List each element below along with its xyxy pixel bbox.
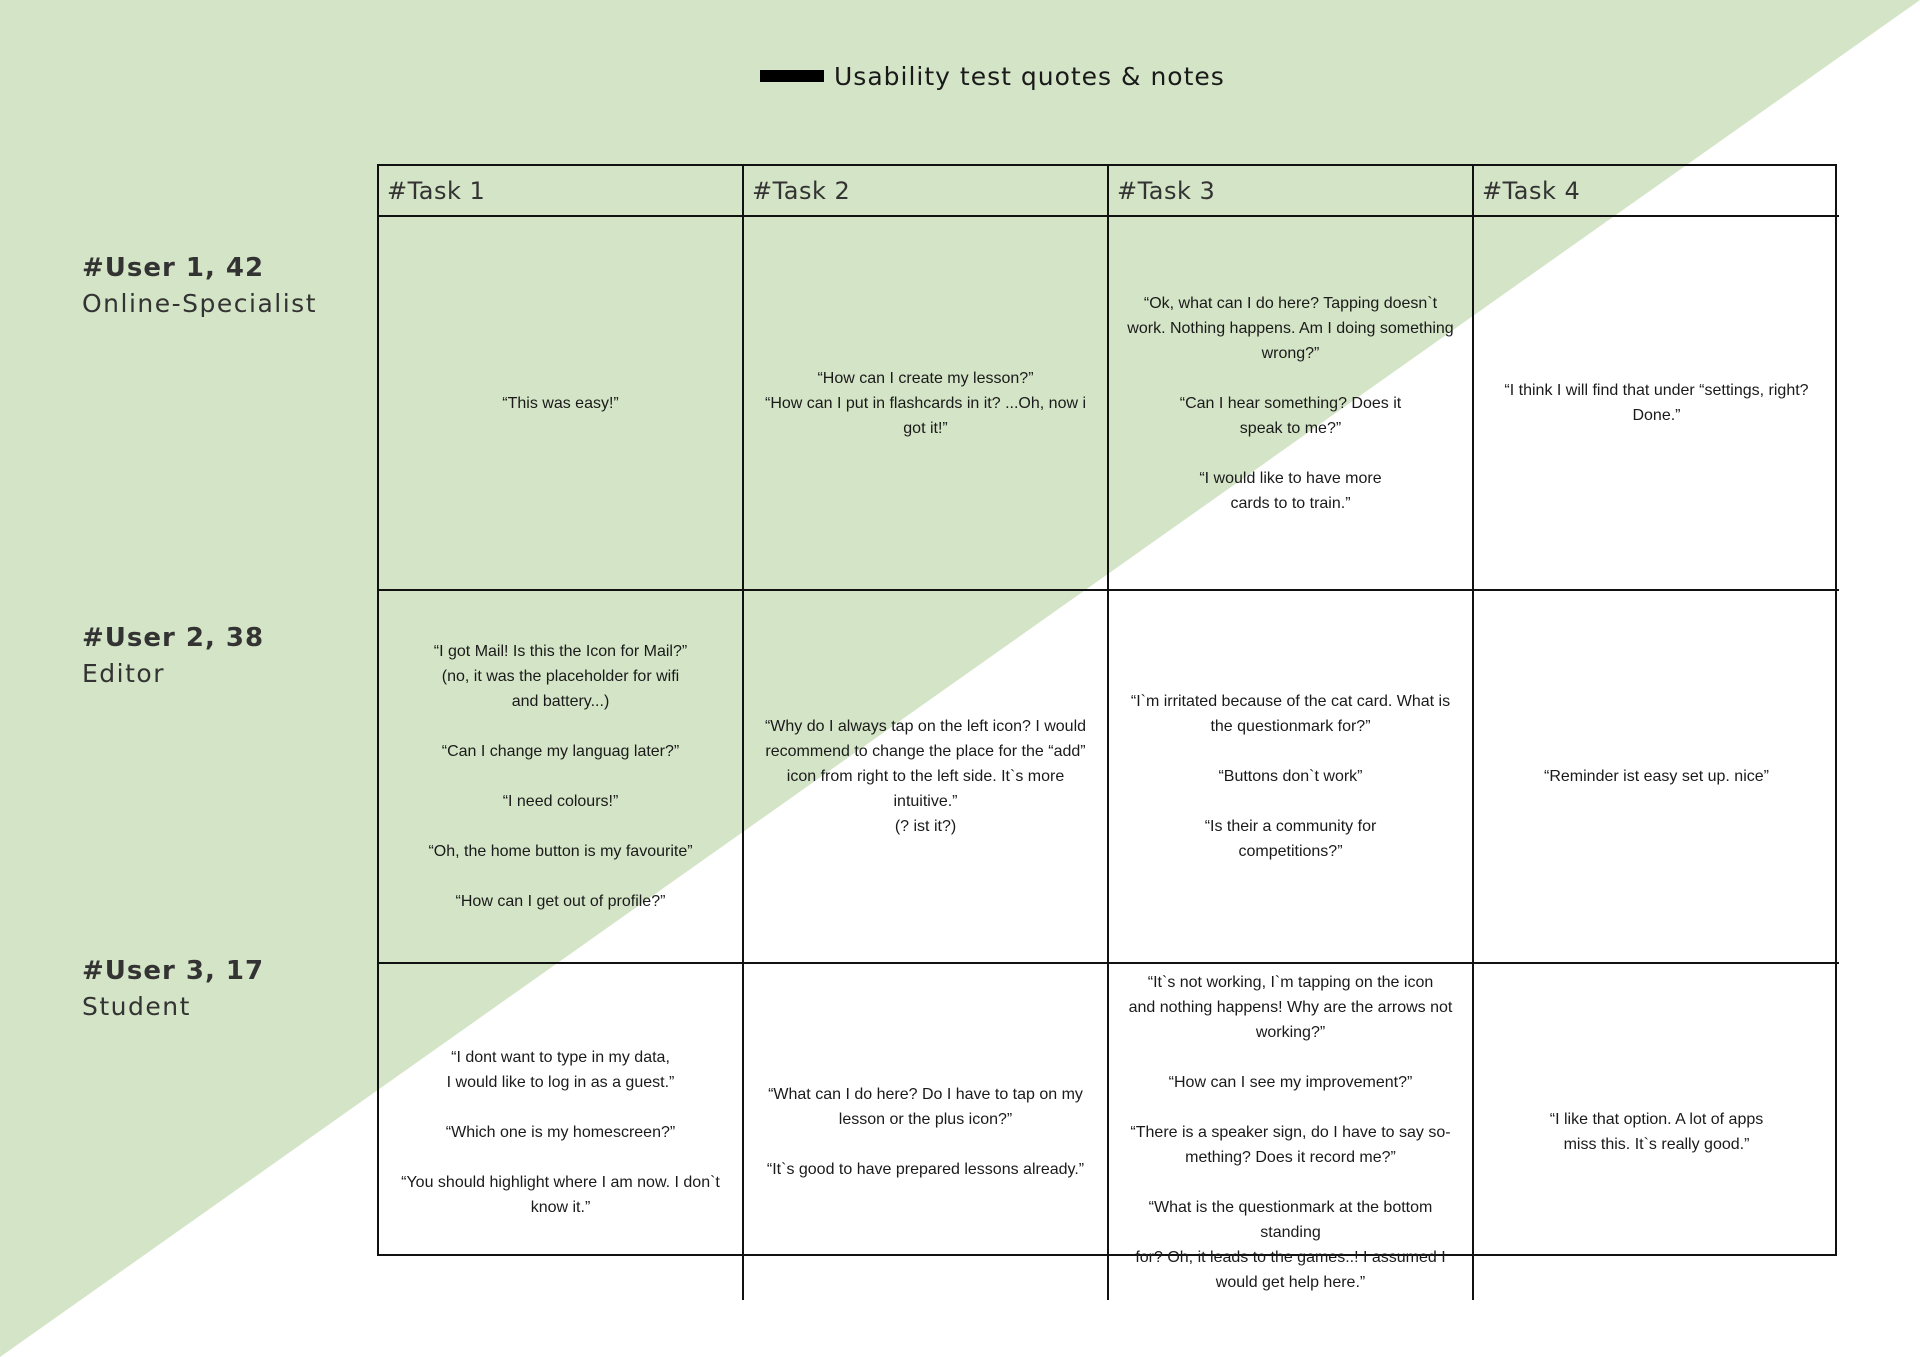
table-cell bbox=[744, 964, 1109, 1300]
table-cell bbox=[379, 217, 744, 591]
table-header-task-3: #Task 3 bbox=[1109, 166, 1474, 217]
table-cell bbox=[1109, 591, 1474, 964]
page-title bbox=[760, 56, 1225, 96]
page-title-text: Usability test quotes & notes bbox=[834, 61, 1225, 91]
quotes-table bbox=[377, 164, 1837, 1291]
table-cell bbox=[744, 217, 1109, 591]
quote-text: “What can I do here? Do I have to tap on my lesson or the plus icon?” “It`s good to have prepared lessons already.” bbox=[766, 1086, 1085, 1178]
user-label-2 bbox=[82, 620, 264, 692]
table-header-task-1: #Task 1 bbox=[379, 166, 744, 217]
table-header-task-4: #Task 4 bbox=[1474, 166, 1839, 217]
user-label-3 bbox=[82, 953, 264, 1025]
quote-text: “Ok, what can I do here? Tapping doesn`t work. Nothing happens. Am I doing something wrong?” “Can I hear something? Does it speak to me?” “I would like to have more cards to to train.” bbox=[1127, 294, 1454, 512]
title-bar-mark bbox=[760, 70, 824, 82]
user-name: #User 1, 42 bbox=[82, 253, 265, 283]
table-header-task-2: #Task 2 bbox=[744, 166, 1109, 217]
quote-text: “I`m irritated because of the cat card. What is the questionmark for?” “Buttons don`t work” “Is their a community for competitions?” bbox=[1130, 693, 1451, 860]
user-name: #User 2, 38 bbox=[82, 623, 265, 653]
table-cell bbox=[379, 964, 744, 1300]
quote-text: “How can I create my lesson?” “How can I put in flashcards in it? ...Oh, now i got it!” bbox=[764, 369, 1087, 437]
quote-text: “This was easy!” bbox=[502, 394, 619, 412]
quote-text: “Reminder ist easy set up. nice” bbox=[1544, 768, 1769, 785]
quote-text: “I got Mail! Is this the Icon for Mail?” (no, it was the placeholder for wifi and battery...) “Can I change my languag later?” “I need colours!” “Oh, the home button is my favourite” “How can I get out of profile?” bbox=[428, 643, 693, 910]
quote-text: “It`s not working, I`m tapping on the icon and nothing happens! Why are the arrows not working?” “How can I see my improvement?” “There is a speaker sign, do I have to say so- mething? Does it record me?” “What is the questionmark at the bottom standing for? Oh, it leads to the games..! I assumed I would get help here.” bbox=[1128, 973, 1453, 1291]
table-cell bbox=[1474, 591, 1839, 964]
quote-text: “I dont want to type in my data, I would like to log in as a guest.” “Which one is my homescreen?” “You should highlight where I am now. I don`t know it.” bbox=[401, 1048, 720, 1216]
quote-text: “I think I will find that under “settings, right? Done.” bbox=[1504, 382, 1809, 424]
quote-text: “Why do I always tap on the left icon? I would recommend to change the place for the “add” icon from right to the left side. It`s more intuitive.” (? ist it?) bbox=[764, 718, 1087, 835]
user-role: Student bbox=[82, 992, 191, 1021]
table-cell bbox=[744, 591, 1109, 964]
user-label-1 bbox=[82, 250, 317, 322]
user-role: Online-Specialist bbox=[82, 289, 318, 318]
table-cell bbox=[379, 591, 744, 964]
user-name: #User 3, 17 bbox=[82, 956, 265, 986]
table-cell bbox=[1109, 217, 1474, 591]
table-cell bbox=[1109, 964, 1474, 1300]
quote-text: “I like that option. A lot of apps miss this. It`s really good.” bbox=[1549, 1111, 1764, 1153]
table-cell bbox=[1474, 217, 1839, 591]
table-cell bbox=[1474, 964, 1839, 1300]
user-role: Editor bbox=[82, 659, 165, 688]
